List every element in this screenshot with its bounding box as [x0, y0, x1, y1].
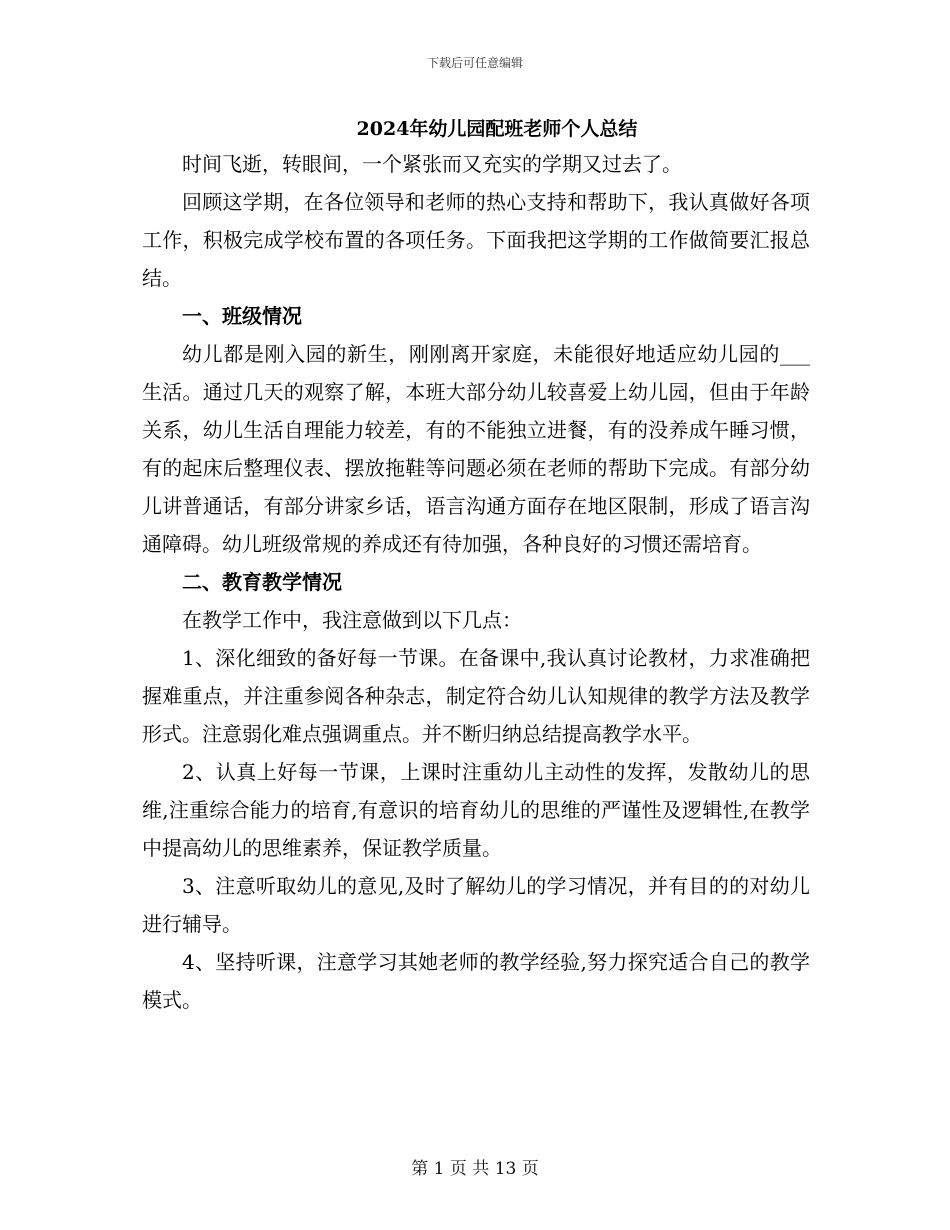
header-note: 下载后可任意编辑: [426, 56, 523, 70]
paragraph: 4、坚持听课，注意学习其她老师的教学经验,努力探究适合自己的教学模式。: [142, 950, 810, 1012]
document-body: [142, 145, 810, 1019]
paragraph: 幼儿都是刚入园的新生，刚刚离开家庭，未能很好地适应幼儿园的___生活。通过几天的观察了解，本班大部分幼儿较喜爱上幼儿园，但由于年龄关系，幼儿生活自理能力较差，有的不能独立进餐，有的没养成午睡习惯，有的起床后整理仪表、摆放拖鞋等问题必须在老师的帮助下完成。有部分幼儿讲普通话，有部分讲家乡话，语言沟通方面存在地区限制，形成了语言沟通障碍。幼儿班级常规的养成还有待加强，各种良好的习惯还需培育。: [142, 342, 810, 556]
paragraph: 3、注意听取幼儿的意见,及时了解幼儿的学习情况，并有目的的对幼儿进行辅导。: [142, 874, 810, 936]
paragraph: 回顾这学期，在各位领导和老师的热心支持和帮助下，我认真做好各项工作，积极完成学校布置的各项任务。下面我把这学期的工作做简要汇报总结。: [142, 190, 810, 290]
paragraph: 在教学工作中，我注意做到以下几点：: [182, 608, 522, 632]
document-title: 2024年幼儿园配班老师个人总结: [356, 118, 638, 140]
section-heading: 二、教育教学情况: [182, 570, 342, 594]
page-footer: 第 1 页 共 13 页: [411, 1159, 539, 1179]
paragraph: 2、认真上好每一节课，上课时注重幼儿主动性的发挥，发散幼儿的思维,注重综合能力的培育,有意识的培育幼儿的思维的严谨性及逻辑性,在教学中提高幼儿的思维素养，保证教学质量。: [142, 760, 810, 860]
section-heading: 一、班级情况: [182, 304, 302, 328]
paragraph: 1、深化细致的备好每一节课。在备课中,我认真讨论教材，力求准确把握难重点，并注重参阅各种杂志，制定符合幼儿认知规律的教学方法及教学形式。注意弱化难点强调重点。并不断归纳总结提高教学水平。: [142, 646, 810, 746]
paragraph: 时间飞逝，转眼间，一个紧张而又充实的学期又过去了。: [182, 152, 682, 176]
